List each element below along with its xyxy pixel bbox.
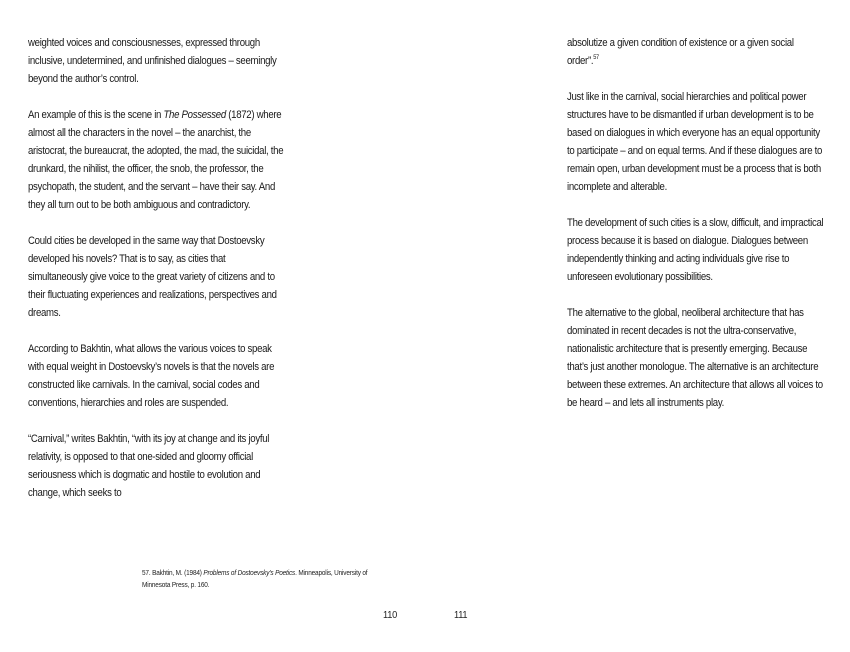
paragraph: Just like in the carnival, social hierarchies and political power structures have to be dismantled if urban development is to be based on dialogues in which everyone has an equal opportunity to participate – and on equal terms. And if these dialogues are to remain open, urban development must be a process that is both incomplete and alterable. — [567, 91, 823, 193]
left-page-body — [28, 34, 286, 502]
right-page — [425, 0, 850, 652]
paragraph — [567, 34, 825, 70]
right-page-body — [567, 34, 825, 412]
footnote-text: 57. Bakhtin, M. (1984) — [142, 568, 204, 577]
footnote-book-title: Problems of Dostoevsky’s Poetics — [203, 568, 296, 577]
paragraph: According to Bakhtin, what allows the various voices to speak with equal weight in Dostoevsky’s novels is that the novels are constructed like carnivals. In the carnival, social codes and conventions, hierarchies and roles are suspended. — [28, 343, 275, 409]
page-number: 110 — [383, 609, 397, 621]
paragraph: weighted voices and consciousnesses, expressed through inclusive, undetermined, and unfinished dialogues – seemingly beyond the author’s control. — [28, 37, 277, 85]
paragraph: The alternative to the global, neoliberal architecture that has dominated in recent decades is not the ultra-conservative, nationalistic architecture that is presently emerging. Because that’s just another monologue. The alternative is an architecture between these extremes. An architecture that allows all voices to be heard – and lets all instruments play. — [567, 307, 823, 409]
paragraph: The development of such cities is a slow, difficult, and impractical process because it is based on dialogue. Dialogues between independently thinking and acting individuals give rise to unforeseen evolutionary possibilities. — [567, 217, 824, 283]
footnote-text: . Minneapolis, University of Minnesota Press, p. 160. — [142, 568, 368, 589]
paragraph: “Carnival,” writes Bakhtin, “with its joy at change and its joyful relativity, is opposed to that one-sided and gloomy official seriousness which is dogmatic and hostile to evolution and change, which seeks to — [28, 433, 270, 499]
paragraph — [28, 106, 286, 214]
paragraph-text: An example of this is the scene in — [28, 109, 164, 121]
paragraph: Could cities be developed in the same way that Dostoevsky developed his novels? That is to say, as cities that simultaneously give voice to the great variety of citizens and to their fluctuating experiences and realizations, perspectives and dreams. — [28, 235, 277, 319]
footnote-reference[interactable]: 57 — [593, 54, 599, 61]
footnote — [142, 567, 397, 591]
page-number: 111 — [454, 609, 468, 621]
paragraph-text: (1872) where almost all the characters in the novel – the anarchist, the aristocrat, the bureaucrat, the adopted, the mad, the suicidal, the drunkard, the nihilist, the officer, the snob, the professor, the psychopath, the student, and the servant – have their say. And they all turn out to be both ambiguous and contradictory. — [28, 109, 284, 211]
paragraph-text: absolutize a given condition of existence or a given social order”. — [567, 37, 794, 67]
book-title: The Possessed — [163, 109, 226, 121]
